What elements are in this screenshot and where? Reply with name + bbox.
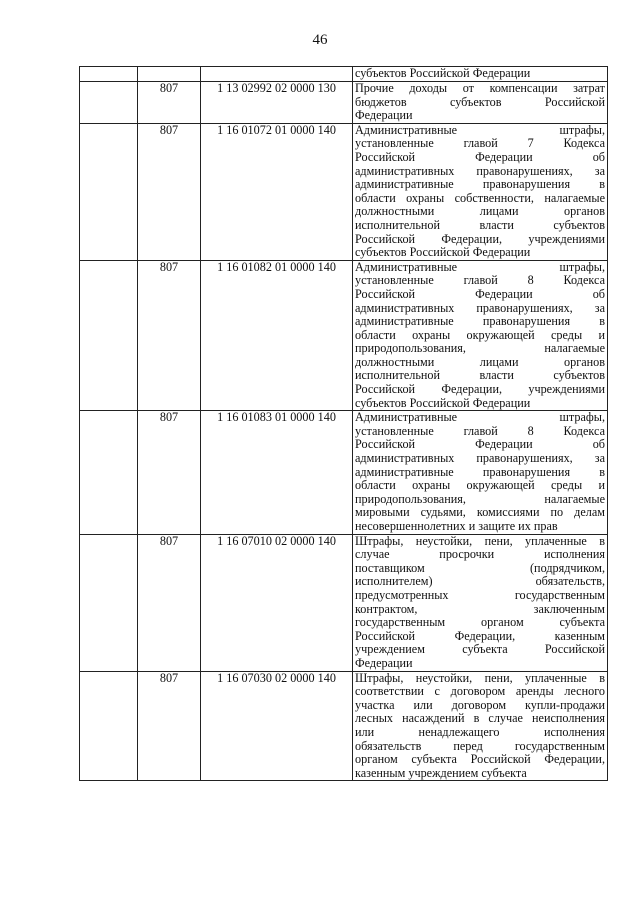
revenue-description-cell <box>353 671 608 781</box>
empty-cell <box>138 67 201 82</box>
description-line: области охраны окружающей среды и <box>355 328 605 342</box>
revenue-description-cell <box>353 82 608 124</box>
description-line: Российской Федерации, казенным <box>355 629 605 643</box>
description-line: органом субъекта Российской Федерации, <box>355 753 605 767</box>
description-line: исполнительной власти субъектов <box>355 218 605 232</box>
description-line: Российской Федерации, учреждениями <box>355 232 605 246</box>
empty-cell <box>80 260 138 411</box>
table-row <box>80 411 608 534</box>
description-line: субъектов Российской Федерации <box>355 396 531 410</box>
description-line: контрактом, заключенным <box>355 602 605 616</box>
description-line: Прочие доходы от компенсации затрат <box>355 82 605 95</box>
description-line: установленные главой 8 Кодекса <box>355 424 605 438</box>
description-line: лесных насаждений в случае неисполнения <box>355 712 605 726</box>
revenue-description-cell <box>353 260 608 411</box>
continuation-text-cell <box>353 67 608 82</box>
table-row <box>80 123 608 260</box>
description-line: исполнительной власти субъектов <box>355 369 605 383</box>
administrator-code-cell: 807 <box>138 534 201 671</box>
description-line: административных правонарушениях, за <box>355 164 605 178</box>
description-line: мировыми судьями, комиссиями по делам <box>355 506 605 520</box>
revenue-code-cell: 1 16 07030 02 0000 140 <box>201 671 353 781</box>
description-line: учреждением субъекта Российской <box>355 643 605 657</box>
description-line: обязательств перед государственным <box>355 739 605 753</box>
description-line: исполнителем) обязательств, <box>355 575 605 589</box>
description-line: Административные штрафы, <box>355 123 605 137</box>
revenue-description-cell <box>353 123 608 260</box>
revenue-code-cell: 1 16 01072 01 0000 140 <box>201 123 353 260</box>
description-line: Административные штрафы, <box>355 260 605 274</box>
description-line: бюджетов субъектов Российской <box>355 95 605 109</box>
description-line: Федерации <box>355 109 413 123</box>
description-line: соответствии с договором аренды лесного <box>355 685 605 699</box>
revenue-code-cell: 1 16 01082 01 0000 140 <box>201 260 353 411</box>
description-line: административных правонарушениях, за <box>355 452 605 466</box>
revenue-code-cell: 1 16 01083 01 0000 140 <box>201 411 353 534</box>
empty-cell <box>80 82 138 124</box>
page-number: 46 <box>312 32 328 48</box>
description-line: Федерации <box>355 656 413 670</box>
revenue-description-cell <box>353 411 608 534</box>
description-line: предусмотренных государственным <box>355 588 605 602</box>
description-line: поставщиком (подрядчиком, <box>355 561 605 575</box>
description-line: области охраны окружающей среды и <box>355 479 605 493</box>
revenue-codes-table <box>79 66 608 781</box>
table-row <box>80 671 608 781</box>
continuation-line: субъектов Российской Федерации <box>355 67 531 80</box>
administrator-code-cell: 807 <box>138 411 201 534</box>
empty-cell <box>80 411 138 534</box>
description-line: административных правонарушениях, за <box>355 301 605 315</box>
empty-cell <box>80 671 138 781</box>
description-line: участка или договором купли-продажи <box>355 698 605 712</box>
empty-cell <box>80 123 138 260</box>
administrator-code-cell: 807 <box>138 123 201 260</box>
description-line: Штрафы, неустойки, пени, уплаченные в <box>355 671 605 685</box>
revenue-description-cell <box>353 534 608 671</box>
description-line: области охраны собственности, налагаемые <box>355 191 605 205</box>
description-line: Административные штрафы, <box>355 411 605 425</box>
description-line: административные правонарушения в <box>355 178 605 192</box>
table-row-continuation <box>80 67 608 82</box>
description-line: Штрафы, неустойки, пени, уплаченные в <box>355 534 605 548</box>
table-row <box>80 82 608 124</box>
empty-cell <box>80 67 138 82</box>
description-line: установленные главой 7 Кодекса <box>355 137 605 151</box>
revenue-code-cell: 1 16 07010 02 0000 140 <box>201 534 353 671</box>
description-line: субъектов Российской Федерации <box>355 246 531 260</box>
description-line: случае просрочки исполнения <box>355 548 605 562</box>
description-line: должностными лицами органов <box>355 355 605 369</box>
description-line: или ненадлежащего исполнения <box>355 725 605 739</box>
description-line: Российской Федерации, учреждениями <box>355 383 605 397</box>
empty-cell <box>201 67 353 82</box>
description-line: установленные главой 8 Кодекса <box>355 274 605 288</box>
description-line: Российской Федерации об <box>355 287 605 301</box>
administrator-code-cell: 807 <box>138 82 201 124</box>
description-line: Российской Федерации об <box>355 438 605 452</box>
description-line: государственным органом субъекта <box>355 616 605 630</box>
description-line: должностными лицами органов <box>355 205 605 219</box>
description-line: несовершеннолетних и защите их прав <box>355 520 558 533</box>
administrator-code-cell: 807 <box>138 671 201 781</box>
description-line: природопользования, налагаемые <box>355 342 605 356</box>
description-line: казенным учреждением субъекта <box>355 766 527 780</box>
description-line: административные правонарушения в <box>355 465 605 479</box>
description-line: Российской Федерации об <box>355 150 605 164</box>
empty-cell <box>80 534 138 671</box>
description-line: административные правонарушения в <box>355 315 605 329</box>
revenue-code-cell: 1 13 02992 02 0000 130 <box>201 82 353 124</box>
table-row <box>80 260 608 411</box>
description-line: природопользования, налагаемые <box>355 492 605 506</box>
table-row <box>80 534 608 671</box>
administrator-code-cell: 807 <box>138 260 201 411</box>
